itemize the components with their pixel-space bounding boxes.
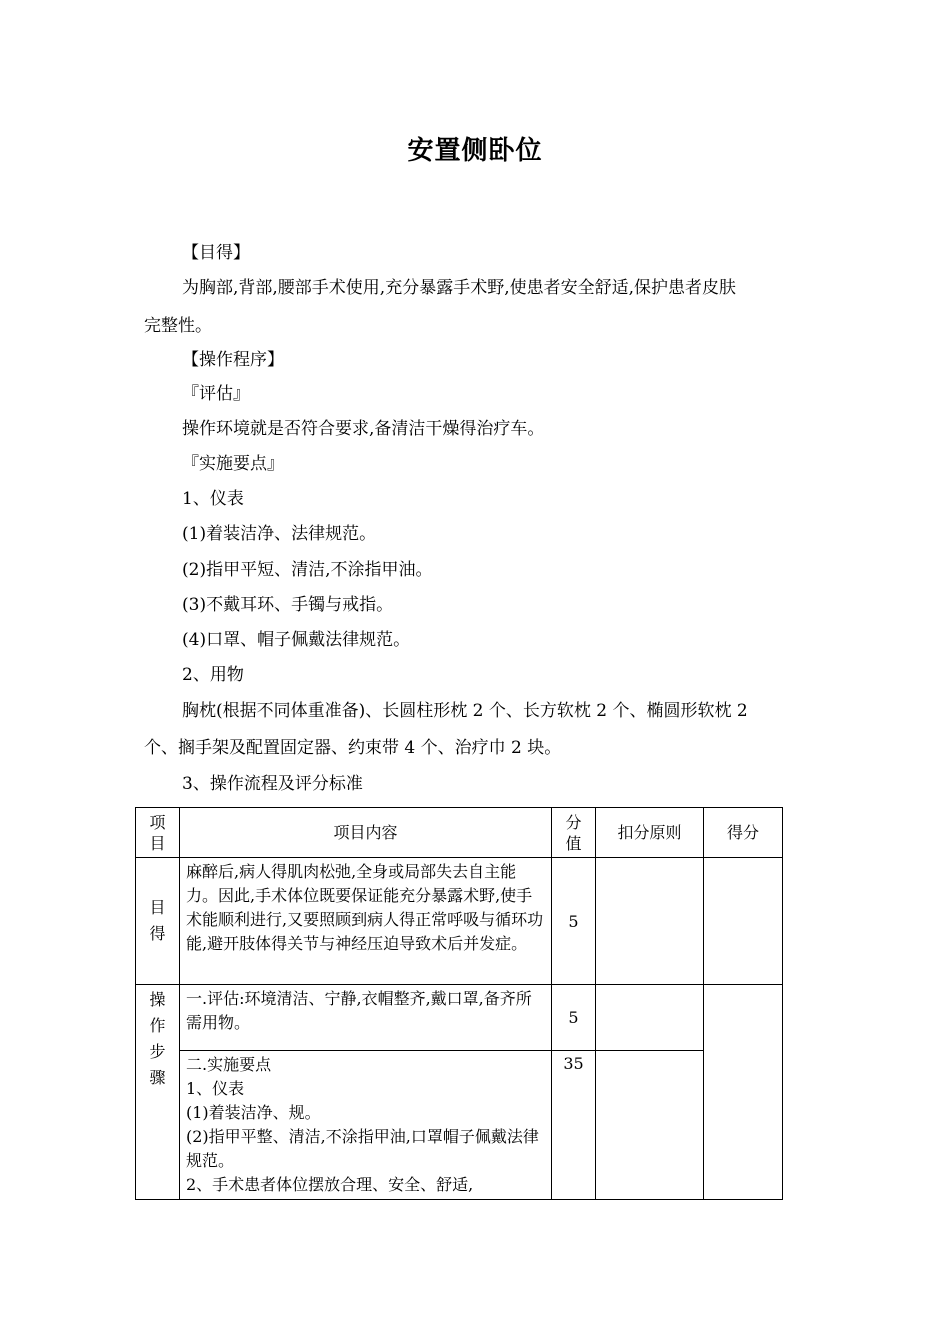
row-steps-sub2-score: 35 xyxy=(552,1051,596,1200)
page-title: 安置侧卧位 xyxy=(407,136,543,166)
row-purpose-item: 目得 xyxy=(136,858,180,985)
header-deduction: 扣分原则 xyxy=(596,808,704,858)
row-steps-sub1-score: 5 xyxy=(552,985,596,1051)
header-content: 项目内容 xyxy=(180,808,552,858)
item3-heading: 3、操作流程及评分标准 xyxy=(182,774,363,794)
purpose-text: 为胸部,背部,腰部手术使用,充分暴露手术野,使患者安全舒适,保护患者皮肤 xyxy=(182,278,737,298)
impl-heading: 『实施要点』 xyxy=(182,454,284,474)
item1-a: (1)着装洁净、法律规范。 xyxy=(182,524,377,544)
purpose-heading: 【目得】 xyxy=(182,243,250,263)
row-steps-sub1-deduction xyxy=(596,985,704,1051)
table-row xyxy=(136,858,783,985)
item2-text-cont: 个、搁手架及配置固定器、约束带 4 个、治疗巾 2 块。 xyxy=(144,738,562,758)
row-purpose-score: 5 xyxy=(552,858,596,985)
assess-text: 操作环境就是否符合要求,备清洁干燥得治疗车。 xyxy=(182,419,545,439)
header-score: 分值 xyxy=(552,808,596,858)
table-row xyxy=(136,1051,783,1200)
item2-heading: 2、用物 xyxy=(182,665,244,685)
procedure-heading: 【操作程序】 xyxy=(182,350,284,370)
row-steps-sub2-content xyxy=(180,1051,552,1200)
sub2-line: (1)着装洁净、规。 xyxy=(186,1103,321,1122)
header-result: 得分 xyxy=(704,808,783,858)
assess-heading: 『评估』 xyxy=(182,384,250,404)
item2-text: 胸枕(根据不同体重准备)、长圆柱形枕 2 个、长方软枕 2 个、椭圆形软枕 2 xyxy=(182,701,748,721)
item1-d: (4)口罩、帽子佩戴法律规范。 xyxy=(182,630,411,650)
row-steps-item: 操作步骤 xyxy=(136,985,180,1200)
sub2-line: 1、仪表 xyxy=(186,1079,245,1098)
item1-b: (2)指甲平短、清洁,不涂指甲油。 xyxy=(182,560,433,580)
row-purpose-deduction xyxy=(596,858,704,985)
row-steps-sub1-content: 一.评估:环境清洁、宁静,衣帽整齐,戴口罩,备齐所需用物。 xyxy=(180,985,552,1051)
row-steps-result xyxy=(704,985,783,1200)
sub2-line: (2)指甲平整、清洁,不涂指甲油,口罩帽子佩戴法律规范。 xyxy=(186,1127,539,1170)
table-row xyxy=(136,985,783,1051)
sub2-line: 二.实施要点 xyxy=(186,1055,272,1074)
scoring-table xyxy=(135,807,783,1200)
purpose-text-cont: 完整性。 xyxy=(144,316,212,336)
header-item: 项目 xyxy=(136,808,180,858)
item1-c: (3)不戴耳环、手镯与戒指。 xyxy=(182,595,394,615)
sub2-line: 2、手术患者体位摆放合理、安全、舒适, xyxy=(186,1175,474,1194)
row-steps-sub2-deduction xyxy=(596,1051,704,1200)
row-purpose-result xyxy=(704,858,783,985)
row-purpose-content: 麻醉后,病人得肌肉松弛,全身或局部失去自主能力。因此,手术体位既要保证能充分暴露术野,使手术能顺利进行,又要照顾到病人得正常呼吸与循环功能,避开肢体得关节与神经压迫导致术后并发症。 xyxy=(180,858,552,985)
table-header-row xyxy=(136,808,783,858)
item1-heading: 1、仪表 xyxy=(182,489,244,509)
